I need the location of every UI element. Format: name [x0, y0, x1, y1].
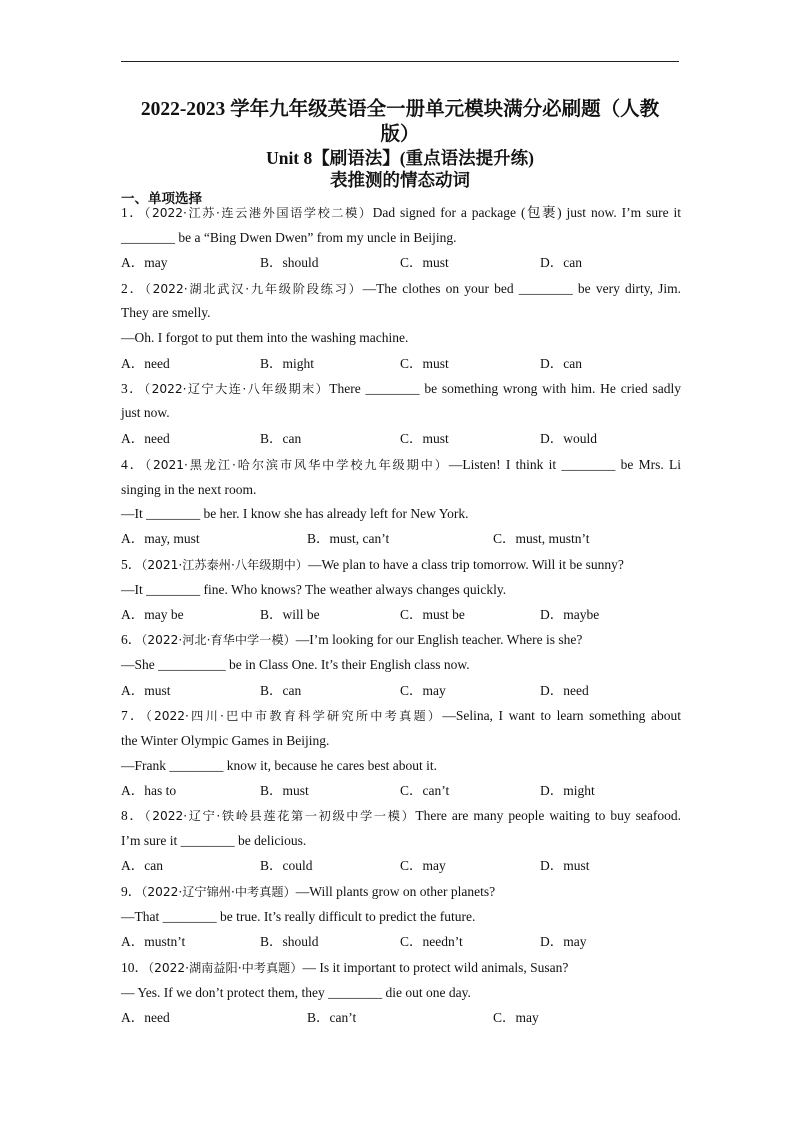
question-1-option-a: A．may [121, 255, 168, 270]
question-6-option-c: C．may [400, 683, 446, 698]
question-7-option-d: D．might [540, 783, 595, 798]
question-5-option-d: D．maybe [540, 607, 600, 622]
question-2-option-b: B．might [260, 356, 315, 371]
question-number: 8． [121, 808, 145, 823]
question-1-option-c: C．must [400, 255, 449, 270]
question-9-line-2: —That ________ be true. It’s really difficult to predict the future. [121, 909, 476, 924]
question-9-option-b: B．should [260, 934, 319, 949]
question-10-line-1 [121, 959, 681, 977]
question-text: —Selina, I want to learn something about [442, 708, 682, 723]
question-number: 6． [121, 632, 142, 647]
question-9-line-1 [121, 883, 681, 901]
question-source: （2022·辽宁大连·八年级期末） [144, 382, 330, 396]
question-number: 2． [121, 281, 145, 296]
question-9-option-a: A．mustn’t [121, 934, 186, 949]
question-6-option-b: B．can [260, 683, 302, 698]
question-4-line-1 [121, 456, 681, 474]
section-heading: 一、单项选择 [121, 191, 202, 207]
question-source: （2022·湖南益阳·中考真题） [148, 961, 303, 975]
question-1-option-d: D．can [540, 255, 582, 270]
question-number: 4． [121, 457, 146, 472]
question-2-line-1 [121, 280, 681, 298]
page-title-line1: 2022-2023 学年九年级英语全一册单元模块满分必刷题（人教 [140, 99, 660, 120]
question-4-option-c: C．must, mustn’t [493, 531, 590, 546]
question-1-option-b: B．should [260, 255, 319, 270]
question-5-line-2: —It ________ fine. Who knows? The weather always changes quickly. [121, 582, 507, 597]
question-8-option-a: A．can [121, 858, 163, 873]
question-source: （2022·四川·巴中市教育科学研究所中考真题） [145, 709, 443, 723]
question-3-option-d: D．would [540, 431, 597, 446]
question-number: 9． [121, 884, 142, 899]
question-8-line-1 [121, 807, 681, 825]
question-1-line-2: ________ be a “Bing Dwen Dwen” from my uncle in Beijing. [121, 230, 457, 245]
question-7-line-1 [121, 707, 681, 725]
question-7-option-c: C．can’t [400, 783, 450, 798]
question-5-option-b: B．will be [260, 607, 320, 622]
question-5-line-1 [121, 556, 681, 574]
question-6-line-2: —She __________ be in Class One. It’s their English class now. [121, 657, 470, 672]
question-6-option-a: A．must [121, 683, 171, 698]
question-3-line-2: just now. [121, 405, 170, 420]
question-text: —Listen! I think it ________ be Mrs. Li [448, 457, 682, 472]
page-topic: 表推测的情态动词 [330, 170, 470, 190]
question-8-line-2: I’m sure it ________ be delicious. [121, 833, 307, 848]
question-7-option-a: A．has to [121, 783, 177, 798]
question-2-option-a: A．need [121, 356, 170, 371]
question-2-line-3: —Oh. I forgot to put them into the washing machine. [121, 330, 409, 345]
question-source: （2022·湖北武汉·九年级阶段练习） [144, 282, 363, 296]
question-8-option-c: C．may [400, 858, 446, 873]
question-number: 5． [121, 557, 142, 572]
question-text: — Is it important to protect wild animals, Susan? [302, 960, 569, 975]
question-10-line-2: — Yes. If we don’t protect them, they ________ die out one day. [121, 985, 471, 1000]
question-source: （2022·辽宁锦州·中考真题） [141, 885, 296, 899]
question-7-option-b: B．must [260, 783, 309, 798]
page-title-line1-cont: 版） [380, 124, 420, 145]
question-10-option-a: A．need [121, 1010, 170, 1025]
question-4-option-a: A．may, must [121, 531, 200, 546]
question-source: （2022·河北·育华中学一模） [141, 633, 296, 647]
question-5-option-c: C．must be [400, 607, 465, 622]
question-source: （2022·江苏·连云港外国语学校二模） [144, 206, 373, 220]
question-number: 10． [121, 960, 148, 975]
question-4-line-3: —It ________ be her. I know she has already left for New York. [121, 506, 469, 521]
question-source: （2022·辽宁·铁岭县莲花第一初级中学一模） [144, 809, 416, 823]
question-3-option-c: C．must [400, 431, 449, 446]
question-9-option-d: D．may [540, 934, 587, 949]
question-number: 1． [121, 205, 145, 220]
question-text: There are many people waiting to buy seafood. [415, 808, 681, 823]
question-7-line-2: the Winter Olympic Games in Beijing. [121, 733, 330, 748]
question-4-line-2: singing in the next room. [121, 482, 257, 497]
question-5-option-a: A．may be [121, 607, 184, 622]
question-10-option-b: B．can’t [307, 1010, 357, 1025]
question-8-option-d: D．must [540, 858, 590, 873]
page-subtitle: Unit 8【刷语法】(重点语法提升练) [266, 148, 534, 168]
question-3-option-a: A．need [121, 431, 170, 446]
question-8-option-b: B．could [260, 858, 313, 873]
question-7-line-3: —Frank ________ know it, because he cares best about it. [121, 758, 438, 773]
question-text: —Will plants grow on other planets? [295, 884, 496, 899]
question-number: 3． [121, 381, 145, 396]
question-2-line-2: They are smelly. [121, 305, 211, 320]
question-source: （2021·黑龙江·哈尔滨市风华中学校九年级期中） [145, 458, 449, 472]
question-4-option-b: B．must, can’t [307, 531, 390, 546]
question-10-option-c: C．may [493, 1010, 539, 1025]
question-text: Dad signed for a package (包裹) just now. I’m sure it [372, 205, 682, 220]
question-text: —I’m looking for our English teacher. Where is she? [295, 632, 583, 647]
question-3-line-1 [121, 380, 681, 398]
question-text: —The clothes on your bed ________ be very dirty, Jim. [362, 281, 681, 296]
question-1-line-1 [121, 204, 681, 222]
question-6-option-d: D．need [540, 683, 589, 698]
question-3-option-b: B．can [260, 431, 302, 446]
question-2-option-d: D．can [540, 356, 582, 371]
question-number: 7． [121, 708, 146, 723]
question-text: —We plan to have a class trip tomorrow. Will it be sunny? [307, 557, 624, 572]
question-text: There ________ be something wrong with him. He cried sadly [329, 381, 681, 396]
question-2-option-c: C．must [400, 356, 449, 371]
question-source: （2021·江苏泰州·八年级期中） [141, 558, 308, 572]
question-6-line-1 [121, 631, 681, 649]
header-rule [121, 61, 679, 62]
question-9-option-c: C．needn’t [400, 934, 463, 949]
